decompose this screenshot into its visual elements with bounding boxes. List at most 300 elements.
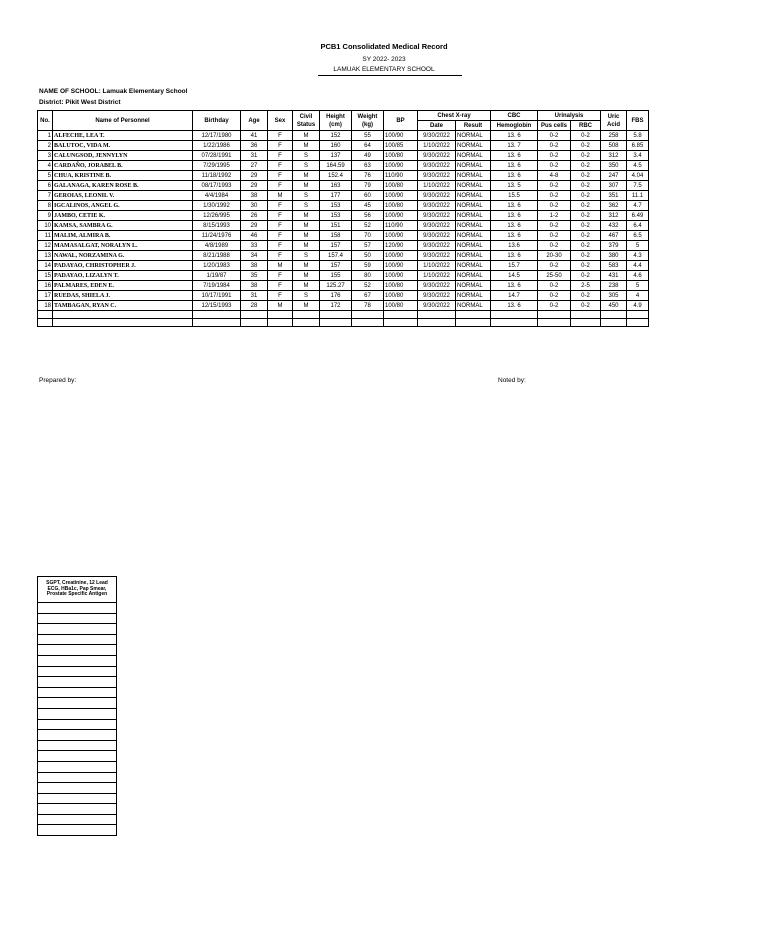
empty-cell: [293, 319, 320, 327]
cell-civil: M: [293, 241, 320, 251]
cell-birthday: 1/20/1983: [193, 261, 241, 271]
cell-sex: F: [268, 141, 293, 151]
empty-cell: [38, 319, 53, 327]
cell-pus: 0-2: [538, 261, 571, 271]
school-year: SY 2022- 2023: [362, 56, 406, 63]
cell-rbc: 0-2: [571, 271, 601, 281]
cell-age: 36: [241, 141, 268, 151]
cell-sex: F: [268, 241, 293, 251]
cell-age: 46: [241, 231, 268, 241]
cell-no: 5: [38, 171, 53, 181]
empty-cell: [538, 311, 571, 319]
additional-tests-row: [38, 730, 117, 741]
cell-sex: F: [268, 271, 293, 281]
cell-no: 1: [38, 131, 53, 141]
document-title: PCB1 Consolidated Medical Record: [320, 42, 448, 51]
cell-age: 29: [241, 181, 268, 191]
cell-hgb: 15.5: [491, 191, 538, 201]
cell-birthday: 7/29/1995: [193, 161, 241, 171]
empty-cell: [293, 311, 320, 319]
cell-birthday: 8/15/1993: [193, 221, 241, 231]
cell-date: 9/30/2022: [418, 301, 456, 311]
cell-birthday: 4/4/1984: [193, 191, 241, 201]
cell-weight: 79: [352, 181, 384, 191]
header-civil-status: Civil Status: [293, 111, 320, 131]
cell-result: NORMAL: [456, 151, 491, 161]
cell-weight: 49: [352, 151, 384, 161]
empty-cell: [268, 311, 293, 319]
cell-height: 151: [320, 221, 352, 231]
cell-civil: S: [293, 291, 320, 301]
cell-hgb: 13. 6: [491, 221, 538, 231]
cell-fbs: 4.4: [627, 261, 649, 271]
cell-height: 152: [320, 131, 352, 141]
cell-height: 163: [320, 181, 352, 191]
additional-tests-row: [38, 783, 117, 794]
cell-weight: 76: [352, 171, 384, 181]
cell-name: PADAYAO, CHRISTOPHER J.: [53, 261, 193, 271]
cell-weight: 45: [352, 201, 384, 211]
cell-uric: 238: [601, 281, 627, 291]
cell-name: JAMBO, CETIE K.: [53, 211, 193, 221]
additional-tests-cell: [38, 740, 117, 751]
cell-date: 9/30/2022: [418, 241, 456, 251]
cell-age: 34: [241, 251, 268, 261]
empty-cell: [320, 311, 352, 319]
cell-age: 30: [241, 201, 268, 211]
cell-uric: 432: [601, 221, 627, 231]
cell-fbs: 4.9: [627, 301, 649, 311]
table-row: [38, 261, 649, 271]
cell-date: 9/30/2022: [418, 131, 456, 141]
additional-tests-row: [38, 613, 117, 624]
cell-age: 38: [241, 281, 268, 291]
cell-name: PALMARES, EDEN E.: [53, 281, 193, 291]
header-birthday: Birthday: [193, 111, 241, 131]
cell-birthday: 12/17/1980: [193, 131, 241, 141]
cell-civil: M: [293, 281, 320, 291]
cell-rbc: 0-2: [571, 221, 601, 231]
cell-date: 9/30/2022: [418, 161, 456, 171]
additional-tests-cell: [38, 655, 117, 666]
additional-tests-row: [38, 814, 117, 825]
cell-uric: 467: [601, 231, 627, 241]
cell-weight: 57: [352, 241, 384, 251]
cell-uric: 350: [601, 161, 627, 171]
cell-rbc: 0-2: [571, 191, 601, 201]
empty-cell: [384, 319, 418, 327]
cell-pus: 25-50: [538, 271, 571, 281]
cell-hgb: 14.5: [491, 271, 538, 281]
cell-hgb: 14.7: [491, 291, 538, 301]
heading-underline: [318, 75, 462, 76]
cell-height: 152.4: [320, 171, 352, 181]
noted-by-label: Noted by:: [498, 377, 526, 384]
additional-tests-row: [38, 719, 117, 730]
cell-age: 38: [241, 191, 268, 201]
additional-tests-row: [38, 603, 117, 614]
cell-rbc: 0-2: [571, 251, 601, 261]
cell-result: NORMAL: [456, 181, 491, 191]
cell-name: GEROIAS, LEONIL V.: [53, 191, 193, 201]
cell-height: 176: [320, 291, 352, 301]
cell-birthday: 11/18/1992: [193, 171, 241, 181]
cell-weight: 52: [352, 221, 384, 231]
cell-rbc: 0-2: [571, 161, 601, 171]
cell-name: BALUTOC, VIDA M.: [53, 141, 193, 151]
cell-birthday: 1/30/1992: [193, 201, 241, 211]
cell-bp: 100/85: [384, 141, 418, 151]
cell-no: 3: [38, 151, 53, 161]
additional-tests-cell: [38, 761, 117, 772]
cell-result: NORMAL: [456, 281, 491, 291]
empty-cell: [571, 311, 601, 319]
cell-date: 1/10/2022: [418, 261, 456, 271]
cell-no: 12: [38, 241, 53, 251]
cell-uric: 380: [601, 251, 627, 261]
cell-height: 157: [320, 241, 352, 251]
cell-fbs: 3.4: [627, 151, 649, 161]
cell-date: 9/30/2022: [418, 201, 456, 211]
table-row: [38, 201, 649, 211]
empty-cell: [53, 319, 193, 327]
empty-cell: [538, 319, 571, 327]
cell-height: 160: [320, 141, 352, 151]
cell-height: 177: [320, 191, 352, 201]
table-row: [38, 211, 649, 221]
cell-age: 38: [241, 261, 268, 271]
cell-birthday: 12/26/995: [193, 211, 241, 221]
cell-date: 9/30/2022: [418, 281, 456, 291]
header-hemoglobin: Hemoglobin: [491, 121, 538, 131]
cell-fbs: 11.1: [627, 191, 649, 201]
header-sex: Sex: [268, 111, 293, 131]
cell-uric: 583: [601, 261, 627, 271]
cell-uric: 312: [601, 151, 627, 161]
cell-weight: 70: [352, 231, 384, 241]
cell-pus: 20-30: [538, 251, 571, 261]
cell-birthday: 11/24/1976: [193, 231, 241, 241]
cell-bp: 100/80: [384, 181, 418, 191]
cell-height: 164.59: [320, 161, 352, 171]
cell-sex: F: [268, 221, 293, 231]
cell-hgb: 13.6: [491, 241, 538, 251]
empty-cell: [38, 311, 53, 319]
cell-uric: 307: [601, 181, 627, 191]
cell-weight: 60: [352, 191, 384, 201]
cell-sex: M: [268, 301, 293, 311]
school-name-heading: LAMUAK ELEMENTARY SCHOOL: [333, 66, 435, 73]
header-urinalysis: Urinalysis: [538, 111, 601, 121]
cell-height: 153: [320, 201, 352, 211]
cell-name: TAMBAGAN, RYAN C.: [53, 301, 193, 311]
cell-pus: 0-2: [538, 151, 571, 161]
prepared-by-label: Prepared by:: [39, 377, 77, 384]
cell-no: 11: [38, 231, 53, 241]
table-row: [38, 231, 649, 241]
additional-tests-cell: [38, 719, 117, 730]
cell-fbs: 4.7: [627, 201, 649, 211]
cell-hgb: 13. 6: [491, 301, 538, 311]
cell-date: 1/10/2022: [418, 271, 456, 281]
additional-tests-cell: [38, 814, 117, 825]
cell-uric: 351: [601, 191, 627, 201]
cell-result: NORMAL: [456, 231, 491, 241]
cell-rbc: 2-5: [571, 281, 601, 291]
table-row: [38, 181, 649, 191]
cell-age: 26: [241, 211, 268, 221]
cell-name: GALANAGA, KAREN ROSE B.: [53, 181, 193, 191]
cell-date: 9/30/2022: [418, 211, 456, 221]
additional-tests-row: [38, 655, 117, 666]
cell-civil: M: [293, 301, 320, 311]
cell-date: 1/10/2022: [418, 181, 456, 191]
additional-tests-cell: [38, 783, 117, 794]
additional-tests-cell: [38, 825, 117, 836]
cell-name: PADAYAO, LIZALYN T.: [53, 271, 193, 281]
cell-age: 29: [241, 221, 268, 231]
cell-height: 125.27: [320, 281, 352, 291]
cell-no: 17: [38, 291, 53, 301]
cell-result: NORMAL: [456, 161, 491, 171]
cell-civil: M: [293, 171, 320, 181]
cell-bp: 100/90: [384, 131, 418, 141]
cell-hgb: 13. 6: [491, 161, 538, 171]
cell-civil: S: [293, 191, 320, 201]
cell-birthday: 8/21/1988: [193, 251, 241, 261]
additional-tests-cell: [38, 772, 117, 783]
cell-pus: 0-2: [538, 201, 571, 211]
medical-record-table: [37, 110, 649, 327]
cell-pus: 0-2: [538, 301, 571, 311]
additional-tests-cell: [38, 698, 117, 709]
cell-birthday: 12/15/1993: [193, 301, 241, 311]
cell-bp: 100/90: [384, 251, 418, 261]
cell-bp: 110/90: [384, 171, 418, 181]
cell-sex: F: [268, 291, 293, 301]
cell-uric: 247: [601, 171, 627, 181]
cell-name: CHUA, KRISTINE B.: [53, 171, 193, 181]
cell-uric: 258: [601, 131, 627, 141]
cell-bp: 100/80: [384, 201, 418, 211]
cell-fbs: 5: [627, 241, 649, 251]
additional-tests-row: [38, 793, 117, 804]
cell-birthday: 7/19/1984: [193, 281, 241, 291]
cell-uric: 312: [601, 211, 627, 221]
header-age: Age: [241, 111, 268, 131]
cell-sex: F: [268, 181, 293, 191]
header-bp: BP: [384, 111, 418, 131]
table-row: [38, 241, 649, 251]
cell-fbs: 4.6: [627, 271, 649, 281]
cell-sex: F: [268, 161, 293, 171]
cell-name: RUEDAS, SHIELA J.: [53, 291, 193, 301]
cell-date: 9/30/2022: [418, 151, 456, 161]
cell-name: ALFECHE, LEA T.: [53, 131, 193, 141]
additional-tests-row: [38, 772, 117, 783]
cell-name: CARDAÑO, JORABEL B.: [53, 161, 193, 171]
cell-bp: 100/80: [384, 281, 418, 291]
cell-bp: 100/90: [384, 231, 418, 241]
cell-hgb: 13. 6: [491, 211, 538, 221]
header-uric-acid: Uric Acid: [601, 111, 627, 131]
additional-tests-cell: [38, 613, 117, 624]
additional-tests-header: SGPT, Creatinine, 12 Lead ECG, HBa1c, Pap Smear, Prostate Specific Antigen: [38, 577, 117, 603]
table-row: [38, 281, 649, 291]
cell-no: 15: [38, 271, 53, 281]
cell-hgb: 13. 5: [491, 181, 538, 191]
additional-tests-row: [38, 708, 117, 719]
cell-sex: F: [268, 151, 293, 161]
cell-bp: 100/90: [384, 261, 418, 271]
cell-weight: 67: [352, 291, 384, 301]
cell-civil: M: [293, 221, 320, 231]
cell-result: NORMAL: [456, 171, 491, 181]
cell-sex: F: [268, 131, 293, 141]
cell-height: 153: [320, 211, 352, 221]
header-xray-date: Date: [418, 121, 456, 131]
cell-name: KAMSA, SAMBRA G.: [53, 221, 193, 231]
table-row: [38, 141, 649, 151]
cell-no: 16: [38, 281, 53, 291]
additional-tests-cell: [38, 804, 117, 815]
additional-tests-row: [38, 677, 117, 688]
additional-tests-row: [38, 761, 117, 772]
cell-civil: S: [293, 201, 320, 211]
empty-cell: [241, 311, 268, 319]
cell-bp: 100/80: [384, 291, 418, 301]
cell-pus: 0-2: [538, 191, 571, 201]
cell-result: NORMAL: [456, 301, 491, 311]
additional-tests-cell: [38, 624, 117, 635]
cell-fbs: 6.5: [627, 231, 649, 241]
cell-fbs: 5: [627, 281, 649, 291]
cell-sex: F: [268, 281, 293, 291]
cell-name: IGCALINOS, ANGEL G.: [53, 201, 193, 211]
table-row: [38, 291, 649, 301]
additional-tests-cell: [38, 708, 117, 719]
cell-civil: S: [293, 161, 320, 171]
header-chest-xray: Chest X-ray: [418, 111, 491, 121]
cell-birthday: 08/17/1993: [193, 181, 241, 191]
cell-date: 9/30/2022: [418, 171, 456, 181]
cell-name: MAMASALGAT, NORALYN L.: [53, 241, 193, 251]
empty-cell: [320, 319, 352, 327]
table-row: [38, 151, 649, 161]
empty-cell: [601, 311, 627, 319]
cell-fbs: 6.85: [627, 141, 649, 151]
empty-cell: [601, 319, 627, 327]
cell-no: 8: [38, 201, 53, 211]
cell-date: 9/30/2022: [418, 221, 456, 231]
cell-bp: 100/90: [384, 191, 418, 201]
cell-civil: M: [293, 131, 320, 141]
empty-cell: [627, 311, 649, 319]
cell-height: 157.4: [320, 251, 352, 261]
cell-result: NORMAL: [456, 291, 491, 301]
cell-civil: M: [293, 261, 320, 271]
empty-cell: [352, 319, 384, 327]
cell-bp: 100/80: [384, 301, 418, 311]
cell-pus: 0-2: [538, 131, 571, 141]
cell-no: 6: [38, 181, 53, 191]
cell-pus: 0-2: [538, 241, 571, 251]
cell-date: 9/30/2022: [418, 291, 456, 301]
additional-tests-row: [38, 751, 117, 762]
cell-sex: M: [268, 261, 293, 271]
additional-tests-cell: [38, 687, 117, 698]
cell-age: 27: [241, 161, 268, 171]
cell-rbc: 0-2: [571, 231, 601, 241]
cell-rbc: 0-2: [571, 301, 601, 311]
cell-result: NORMAL: [456, 201, 491, 211]
cell-age: 29: [241, 171, 268, 181]
table-row: [38, 221, 649, 231]
cell-name: MALIM, ALMIRA B.: [53, 231, 193, 241]
cell-no: 13: [38, 251, 53, 261]
cell-civil: M: [293, 181, 320, 191]
cell-rbc: 0-2: [571, 141, 601, 151]
cell-bp: 110/90: [384, 221, 418, 231]
cell-no: 2: [38, 141, 53, 151]
cell-uric: 362: [601, 201, 627, 211]
additional-tests-cell: [38, 730, 117, 741]
cell-sex: F: [268, 231, 293, 241]
additional-tests-cell: [38, 634, 117, 645]
table-body: [38, 131, 649, 327]
cell-weight: 78: [352, 301, 384, 311]
cell-weight: 59: [352, 261, 384, 271]
additional-tests-cell: [38, 645, 117, 656]
cell-uric: 305: [601, 291, 627, 301]
cell-name: CALUNGSOD, JENNYLYN: [53, 151, 193, 161]
cell-no: 14: [38, 261, 53, 271]
cell-uric: 508: [601, 141, 627, 151]
cell-hgb: 13. 6: [491, 281, 538, 291]
cell-height: 172: [320, 301, 352, 311]
cell-weight: 80: [352, 271, 384, 281]
additional-tests-row: [38, 740, 117, 751]
cell-height: 137: [320, 151, 352, 161]
cell-pus: 4-8: [538, 171, 571, 181]
school-name-label: NAME OF SCHOOL: Lamuak Elementary School: [39, 88, 188, 95]
cell-rbc: 0-2: [571, 171, 601, 181]
cell-weight: 55: [352, 131, 384, 141]
empty-cell: [268, 319, 293, 327]
cell-birthday: 1/19/87: [193, 271, 241, 281]
additional-tests-row: [38, 804, 117, 815]
cell-result: NORMAL: [456, 271, 491, 281]
header-weight: Weight (kg): [352, 111, 384, 131]
cell-hgb: 13. 6: [491, 251, 538, 261]
empty-cell: [384, 311, 418, 319]
cell-bp: 120/90: [384, 241, 418, 251]
additional-tests-row: [38, 666, 117, 677]
header-no: No.: [38, 111, 53, 131]
cell-height: 158: [320, 231, 352, 241]
cell-result: NORMAL: [456, 261, 491, 271]
cell-bp: 100/90: [384, 211, 418, 221]
cell-pus: 1-2: [538, 211, 571, 221]
empty-cell: [456, 311, 491, 319]
cell-bp: 100/90: [384, 161, 418, 171]
cell-result: NORMAL: [456, 211, 491, 221]
header-rbc: RBC: [571, 121, 601, 131]
cell-fbs: 4.3: [627, 251, 649, 261]
header-pus-cells: Pus cells: [538, 121, 571, 131]
cell-age: 33: [241, 241, 268, 251]
cell-pus: 0-2: [538, 221, 571, 231]
